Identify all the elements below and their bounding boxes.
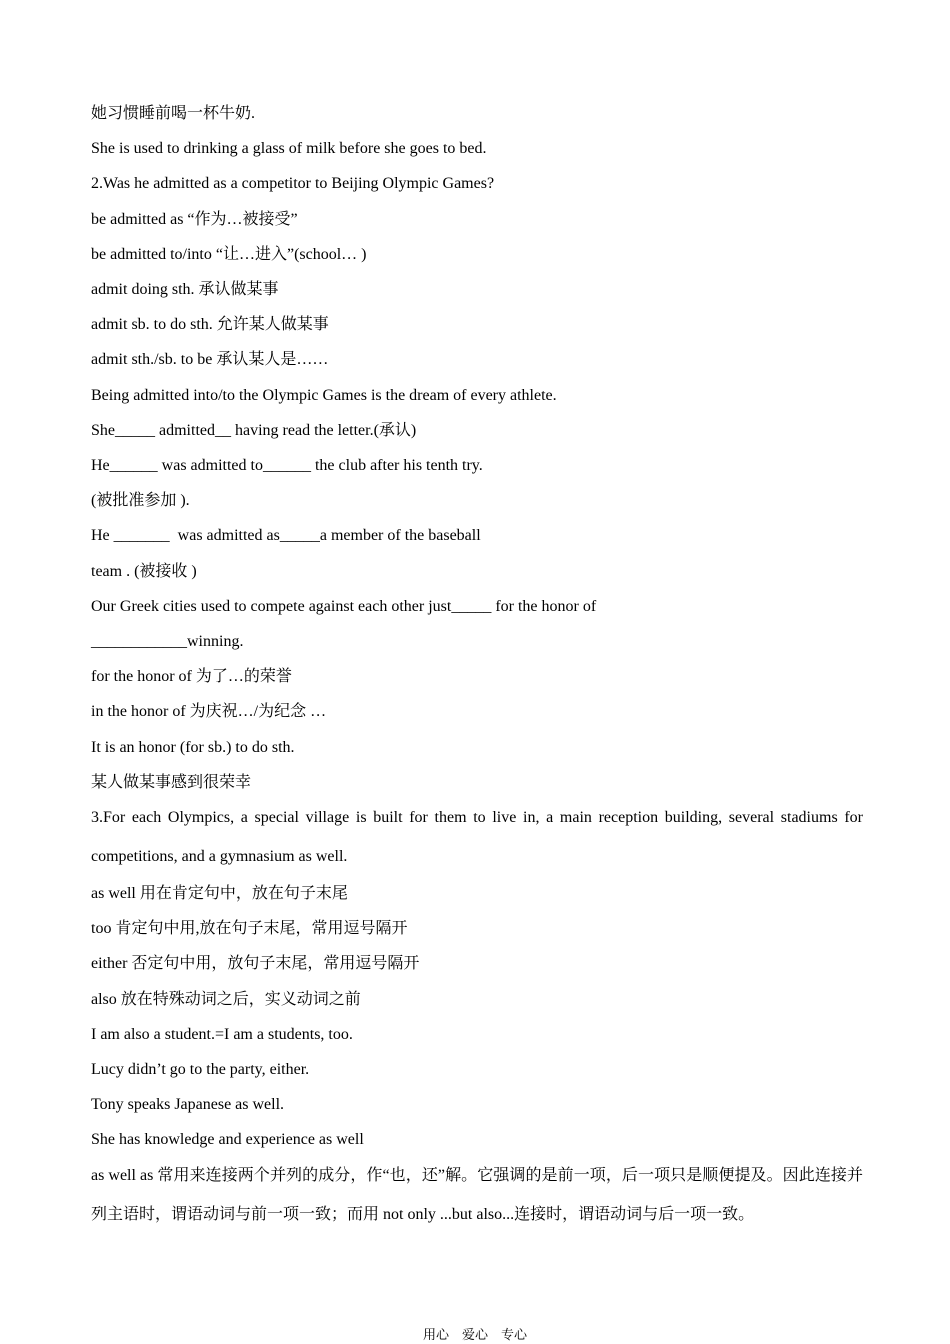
text-line: admit sth./sb. to be 承认某人是……: [91, 351, 329, 369]
text-line: in the honor of 为庆祝…/为纪念 …: [91, 703, 327, 721]
text-line: 某人做某事感到很荣幸: [91, 773, 252, 791]
page-footer: 用心 爱心 专心: [422, 1327, 527, 1342]
document-body: [91, 96, 863, 1234]
text-line: 她习惯睡前喝一杯牛奶.: [91, 105, 256, 122]
paragraph-item-3: 3.For each Olympics, a special village is built for them to live in, a main reception building, several stadiums for competitions, and a gymnasium as well.: [91, 809, 863, 866]
text-line: Our Greek cities used to compete against each other just_____ for the honor of: [91, 597, 597, 615]
text-line: be admitted as “作为…被接受”: [91, 210, 298, 228]
text-line: He______ was admitted to______ the club after his tenth try.: [91, 457, 483, 475]
text-line: Tony speaks Japanese as well.: [91, 1096, 285, 1114]
text-line: Being admitted into/to the Olympic Games is the dream of every athlete.: [91, 386, 557, 404]
text-line: admit sb. to do sth. 允许某人做某事: [91, 316, 329, 334]
text-line: I am also a student.=I am a students, too.: [91, 1025, 353, 1043]
text-line: She_____ admitted__ having read the letter.(承认): [91, 421, 417, 439]
text-line: Lucy didn’t go to the party, either.: [91, 1061, 310, 1079]
text-line: admit doing sth. 承认做某事: [91, 281, 279, 299]
text-line: (被批准参加 ).: [91, 492, 190, 510]
text-line: She has knowledge and experience as well: [91, 1131, 364, 1149]
text-line: It is an honor (for sb.) to do sth.: [91, 738, 295, 756]
text-line: as well 用在肯定句中，放在句子末尾: [91, 885, 348, 903]
text-line: be admitted to/into “让…进入”(school… ): [91, 245, 367, 263]
text-line: for the honor of 为了…的荣誉: [91, 668, 292, 686]
text-line: team . (被接收 ): [91, 562, 197, 580]
text-line: either 否定句中用，放句子末尾，常用逗号隔开: [91, 955, 420, 973]
text-line: She is used to drinking a glass of milk before she goes to bed.: [91, 140, 487, 158]
text-line: He _______ was admitted as_____a member of the baseball: [91, 527, 481, 545]
paragraph-as-well-as: as well as 常用来连接两个并列的成分，作“也，还”解。它强调的是前一项，后一项只是顺便提及。因此连接并列主语时，谓语动词与前一项一致；而用 not only ...but also...连接时，谓语动词与后一项一致。: [91, 1166, 863, 1223]
text-line: ____________winning.: [91, 633, 244, 651]
text-line: also 放在特殊动词之后，实义动词之前: [91, 990, 361, 1008]
text-line: too 肯定句中用,放在句子末尾，常用逗号隔开: [91, 920, 408, 938]
text-line: 2.Was he admitted as a competitor to Beijing Olympic Games?: [91, 175, 495, 193]
